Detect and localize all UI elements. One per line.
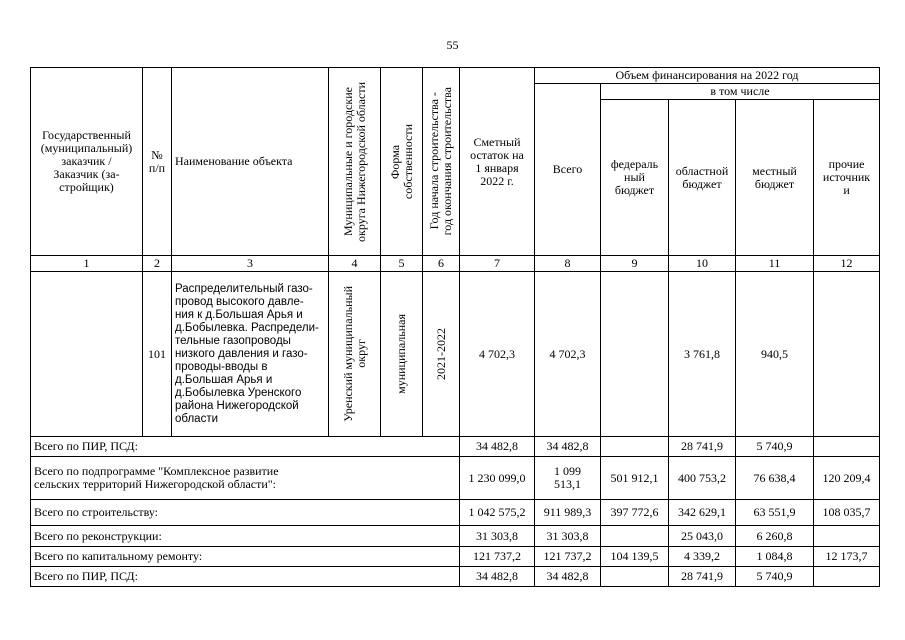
summary-regional: 400 753,2 [669, 457, 736, 500]
summary-row [31, 547, 880, 567]
summary-row [31, 500, 880, 526]
summary-estimate: 34 482,8 [460, 437, 535, 457]
col-num-4: 4 [329, 256, 381, 272]
header-ownership [381, 68, 423, 256]
object-regional: 3 761,8 [669, 272, 736, 437]
header-local: местный бюджет [736, 100, 814, 256]
summary-federal: 104 139,5 [601, 547, 669, 567]
summary-row [31, 457, 880, 500]
summary-total: 34 482,8 [535, 567, 601, 587]
object-name: Распределительный газо- провод высокого давле- ния к д.Большая Арья и д.Бобылевка. Распредели- тельные газопроводы низкого давления и газо- проводы-вводы в д.Большая Арья и д.Бобылевка Уренского района Нижегородской области [172, 272, 329, 437]
col-num-6: 6 [423, 256, 460, 272]
summary-label: Всего по ПИР, ПСД: [31, 567, 460, 587]
object-row [31, 272, 880, 437]
col-num-3: 3 [172, 256, 329, 272]
object-ownership [381, 272, 423, 437]
summary-total: 121 737,2 [535, 547, 601, 567]
object-district-text: Уренский муниципальный округ [340, 286, 368, 422]
summary-label: Всего по капитальному ремонту: [31, 547, 460, 567]
page-number: 55 [446, 38, 459, 52]
header-years [423, 68, 460, 256]
object-years [423, 272, 460, 437]
summary-federal [601, 567, 669, 587]
summary-regional: 342 629,1 [669, 500, 736, 526]
summary-estimate: 1 230 099,0 [460, 457, 535, 500]
object-district [329, 272, 381, 437]
col-num-10: 10 [669, 256, 736, 272]
col-num-5: 5 [381, 256, 423, 272]
header-including: в том числе [601, 84, 880, 100]
summary-regional: 25 043,0 [669, 526, 736, 547]
object-total: 4 702,3 [535, 272, 601, 437]
header-regional: областной бюджет [669, 100, 736, 256]
summary-other: 108 035,7 [814, 500, 880, 526]
summary-row [31, 567, 880, 587]
col-num-2: 2 [143, 256, 172, 272]
financing-table [30, 67, 880, 587]
object-number: 101 [143, 272, 172, 437]
header-funding-title: Объем финансирования на 2022 год [535, 68, 880, 84]
header-customer: Государственный (муниципальный) заказчик / Заказчик (за- стройщик) [31, 68, 143, 256]
summary-federal: 501 912,1 [601, 457, 669, 500]
col-num-8: 8 [535, 256, 601, 272]
header-district-text: Муниципальные и городские округа Нижегородской области [340, 81, 368, 242]
header-other: прочие источник и [814, 100, 880, 256]
summary-regional: 4 339,2 [669, 547, 736, 567]
summary-federal [601, 526, 669, 547]
summary-row [31, 526, 880, 547]
summary-regional: 28 741,9 [669, 567, 736, 587]
summary-other: 12 173,7 [814, 547, 880, 567]
col-num-1: 1 [31, 256, 143, 272]
summary-local: 6 260,8 [736, 526, 814, 547]
summary-estimate: 34 482,8 [460, 567, 535, 587]
summary-total: 34 482,8 [535, 437, 601, 457]
summary-total: 1 099 513,1 [535, 457, 601, 500]
header-row-1 [31, 68, 880, 84]
summary-other [814, 567, 880, 587]
header-number: № п/п [143, 68, 172, 256]
summary-label: Всего по подпрограмме "Комплексное развитие сельских территорий Нижегородской области": [31, 457, 460, 500]
object-years-text: 2021-2022 [433, 328, 448, 380]
summary-federal: 397 772,6 [601, 500, 669, 526]
summary-estimate: 1 042 575,2 [460, 500, 535, 526]
summary-estimate: 31 303,8 [460, 526, 535, 547]
summary-local: 1 084,8 [736, 547, 814, 567]
summary-regional: 28 741,9 [669, 437, 736, 457]
header-years-text: Год начала строительства - год окончания строительства [427, 87, 454, 236]
col-num-11: 11 [736, 256, 814, 272]
header-estimate: Сметный остаток на 1 января 2022 г. [460, 68, 535, 256]
summary-total: 31 303,8 [535, 526, 601, 547]
summary-federal [601, 437, 669, 457]
summary-local: 5 740,9 [736, 567, 814, 587]
summary-label: Всего по реконструкции: [31, 526, 460, 547]
header-object-name: Наименование объекта [172, 68, 329, 256]
summary-label: Всего по строительству: [31, 500, 460, 526]
summary-local: 63 551,9 [736, 500, 814, 526]
col-num-12: 12 [814, 256, 880, 272]
summary-other [814, 526, 880, 547]
column-number-row [31, 256, 880, 272]
summary-estimate: 121 737,2 [460, 547, 535, 567]
col-num-9: 9 [601, 256, 669, 272]
summary-label: Всего по ПИР, ПСД: [31, 437, 460, 457]
summary-other: 120 209,4 [814, 457, 880, 500]
summary-total: 911 989,3 [535, 500, 601, 526]
object-other [814, 272, 880, 437]
header-total: Всего [535, 84, 601, 256]
object-ownership-text: муниципальная [394, 314, 408, 394]
object-local: 940,5 [736, 272, 814, 437]
header-ownership-text: Форма собственности [387, 123, 415, 200]
object-customer [31, 272, 143, 437]
object-federal [601, 272, 669, 437]
object-estimate: 4 702,3 [460, 272, 535, 437]
summary-local: 5 740,9 [736, 437, 814, 457]
summary-row [31, 437, 880, 457]
col-num-7: 7 [460, 256, 535, 272]
summary-other [814, 437, 880, 457]
summary-local: 76 638,4 [736, 457, 814, 500]
header-district [329, 68, 381, 256]
header-federal: федераль ный бюджет [601, 100, 669, 256]
